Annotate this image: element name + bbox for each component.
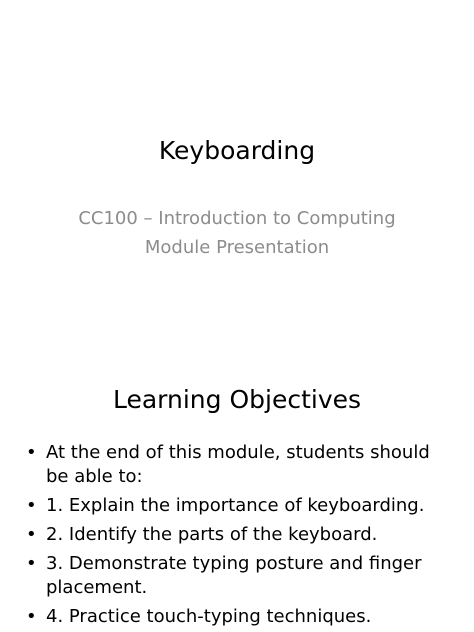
list-item [26, 552, 446, 600]
bullet-icon: • [26, 495, 37, 516]
list-item-text: 3. Demonstrate typing posture and finger placement. [46, 553, 422, 598]
bullet-icon: • [26, 524, 37, 545]
slide-subtitle [0, 204, 474, 262]
list-item-text: 2. Identify the parts of the keyboard. [46, 524, 378, 545]
bullet-icon: • [26, 553, 37, 574]
bullet-icon: • [26, 442, 37, 463]
bullet-icon: • [26, 606, 37, 627]
list-item [26, 441, 446, 489]
subtitle-line-course: CC100 – Introduction to Computing [78, 208, 396, 229]
list-item-text: At the end of this module, students should be able to: [46, 442, 430, 487]
list-item [26, 494, 446, 518]
list-item [26, 605, 446, 629]
list-item [26, 523, 446, 547]
objectives-list [26, 441, 446, 632]
subtitle-line-module: Module Presentation [144, 237, 330, 258]
objectives-title: Learning Objectives [112, 385, 362, 414]
list-item-text: 1. Explain the importance of keyboarding. [46, 495, 425, 516]
objectives-slide [0, 345, 474, 632]
list-item-text: 4. Practice touch-typing techniques. [46, 606, 372, 627]
slide-title: Keyboarding [158, 136, 316, 165]
